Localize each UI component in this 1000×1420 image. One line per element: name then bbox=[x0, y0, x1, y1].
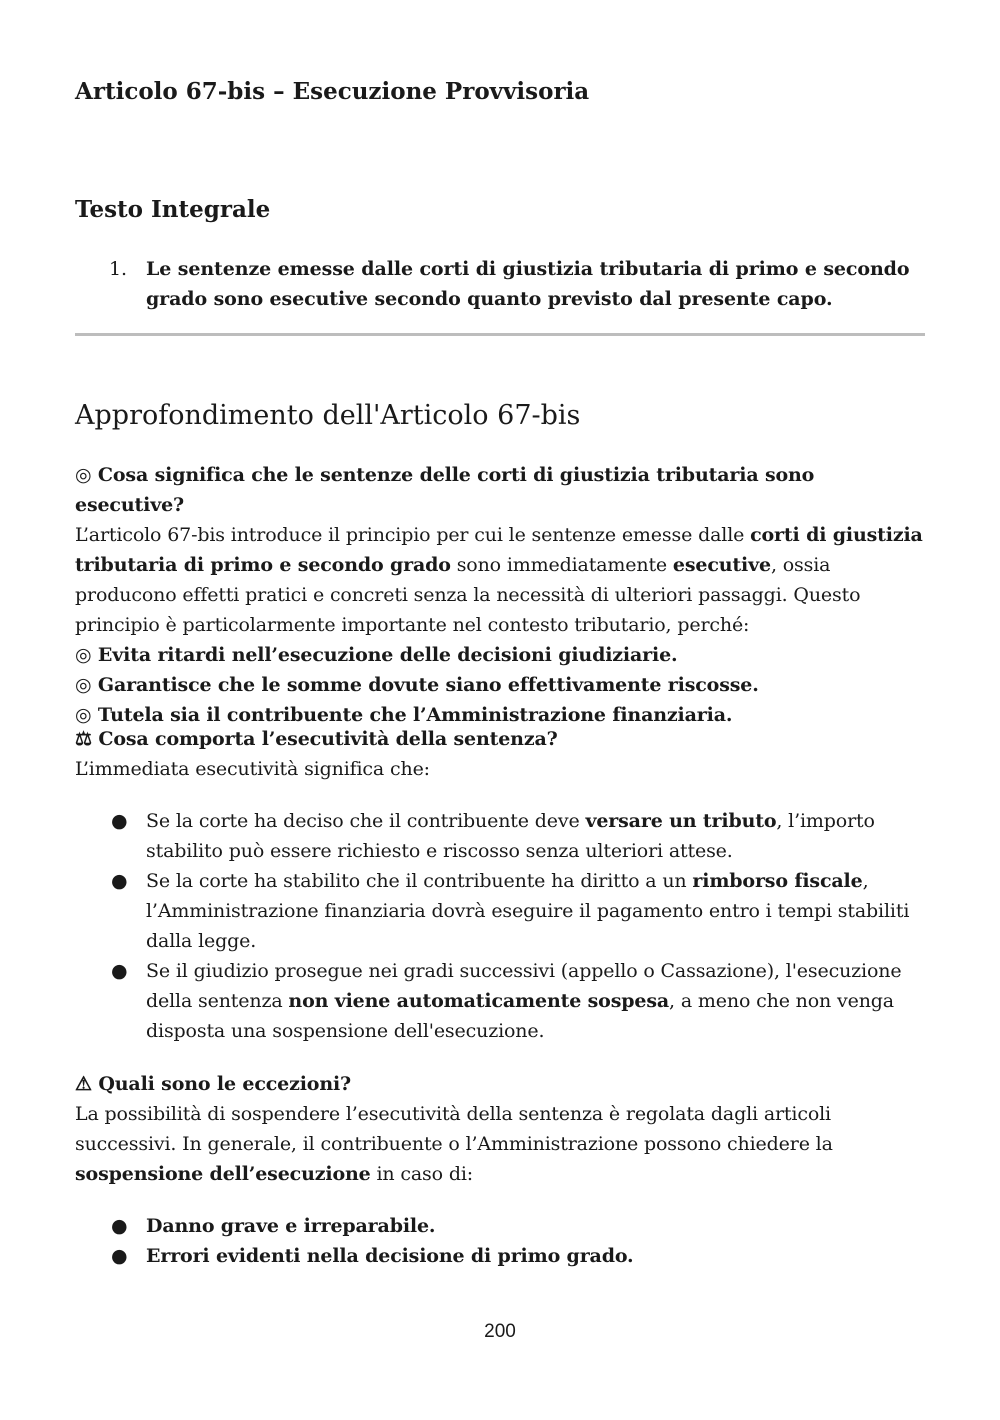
list-item bbox=[75, 866, 925, 956]
bold-run: esecutive bbox=[672, 554, 771, 576]
text-run: , ossia producono effetti pratici e concreti senza la necessità di ulteriori passaggi. Questo principio è particolarmente importante nel contesto tributario, perché: bbox=[75, 554, 861, 636]
text-run: Se la corte ha stabilito che il contribuente ha diritto a un bbox=[146, 870, 693, 892]
text-run: Se la corte ha deciso che il contribuente deve bbox=[146, 810, 586, 832]
list-item bbox=[75, 1241, 925, 1271]
section-eccezioni bbox=[75, 1069, 925, 1189]
bold-run: non viene automaticamente sospesa bbox=[288, 990, 670, 1012]
bullet-text: Danno grave e irreparabile. bbox=[146, 1215, 436, 1237]
scales-icon: ⚖ bbox=[75, 728, 92, 750]
target-icon: ◎ bbox=[75, 704, 92, 726]
bullet-icon: ● bbox=[111, 1215, 128, 1237]
warning-icon: ⚠ bbox=[75, 1073, 92, 1095]
section-esecutive bbox=[75, 460, 925, 730]
bullet-text: Errori evidenti nella decisione di primo grado. bbox=[146, 1245, 634, 1267]
text-run: , a meno che non venga disposta una sospensione dell'esecuzione. bbox=[146, 990, 894, 1042]
text-run: L’articolo 67-bis introduce il principio per cui le sentenze emesse dalle bbox=[75, 524, 751, 546]
question-text: Cosa significa che le sentenze delle corti di giustizia tributaria sono esecutive? bbox=[75, 464, 815, 516]
list-item bbox=[75, 956, 925, 1046]
point-text: Evita ritardi nell’esecuzione delle decisioni giudiziarie. bbox=[97, 644, 678, 666]
full-text-item-number: 1. bbox=[109, 258, 127, 280]
text-run: sono immediatamente bbox=[450, 554, 673, 576]
text-run: in caso di: bbox=[370, 1163, 474, 1185]
bold-run: versare un tributo bbox=[585, 810, 777, 832]
point-item bbox=[75, 670, 925, 700]
text-run: La possibilità di sospendere l’esecutività della sentenza è regolata dagli articoli successivi. In generale, il contribuente o l’Amministrazione possono chiedere la bbox=[75, 1103, 833, 1155]
bullet-icon: ● bbox=[111, 870, 128, 892]
bullet-icon: ● bbox=[111, 960, 128, 982]
intro-text: L’immediata esecutività significa che: bbox=[75, 758, 430, 780]
point-text: Tutela sia il contribuente che l’Amministrazione finanziaria. bbox=[97, 704, 733, 726]
full-text-item bbox=[75, 254, 925, 314]
bold-run: corti di giustizia tributaria di primo e secondo grado bbox=[75, 524, 923, 576]
question-text: Quali sono le eccezioni? bbox=[98, 1073, 352, 1095]
question-eccezioni bbox=[75, 1069, 925, 1099]
page-number: 200 bbox=[484, 1321, 516, 1342]
full-text-heading: Testo Integrale bbox=[75, 196, 271, 223]
paragraph-eccezioni bbox=[75, 1099, 925, 1189]
paragraph-esecutive bbox=[75, 520, 925, 640]
bold-run: sospensione dell’esecuzione bbox=[75, 1163, 371, 1185]
target-icon: ◎ bbox=[75, 644, 92, 666]
text-run: , l’Amministrazione finanziaria dovrà eseguire il pagamento entro i tempi stabiliti dalla legge. bbox=[146, 870, 910, 952]
question-esecutivita bbox=[75, 724, 925, 754]
bullet-icon: ● bbox=[111, 1245, 128, 1267]
bullet-icon: ● bbox=[111, 810, 128, 832]
question-esecutive bbox=[75, 460, 925, 520]
article-title: Articolo 67-bis – Esecuzione Provvisoria bbox=[75, 78, 590, 105]
question-text: Cosa comporta l’esecutività della sentenza? bbox=[98, 728, 558, 750]
point-text: Garantisce che le somme dovute siano effettivamente riscosse. bbox=[97, 674, 759, 696]
horizontal-divider bbox=[75, 333, 925, 336]
analysis-heading: Approfondimento dell'Articolo 67-bis bbox=[75, 400, 581, 431]
point-item bbox=[75, 640, 925, 670]
section-esecutivita bbox=[75, 724, 925, 784]
list-item bbox=[75, 1211, 925, 1241]
full-text-item-text: Le sentenze emesse dalle corti di giustizia tributaria di primo e secondo grado sono esecutive secondo quanto previsto dal presente capo. bbox=[146, 258, 910, 310]
full-text-list bbox=[75, 254, 925, 314]
esecutivita-bullet-list bbox=[75, 806, 925, 1046]
text-run: Se il giudizio prosegue nei gradi successivi (appello o Cassazione), l'esecuzione della sentenza bbox=[146, 960, 902, 1012]
bold-run: rimborso fiscale bbox=[692, 870, 863, 892]
eccezioni-bullet-list bbox=[75, 1211, 925, 1271]
target-icon: ◎ bbox=[75, 464, 92, 486]
list-item bbox=[75, 806, 925, 866]
text-run: , l’importo stabilito può essere richiesto e riscosso senza ulteriori attese. bbox=[146, 810, 875, 862]
target-icon: ◎ bbox=[75, 674, 92, 696]
